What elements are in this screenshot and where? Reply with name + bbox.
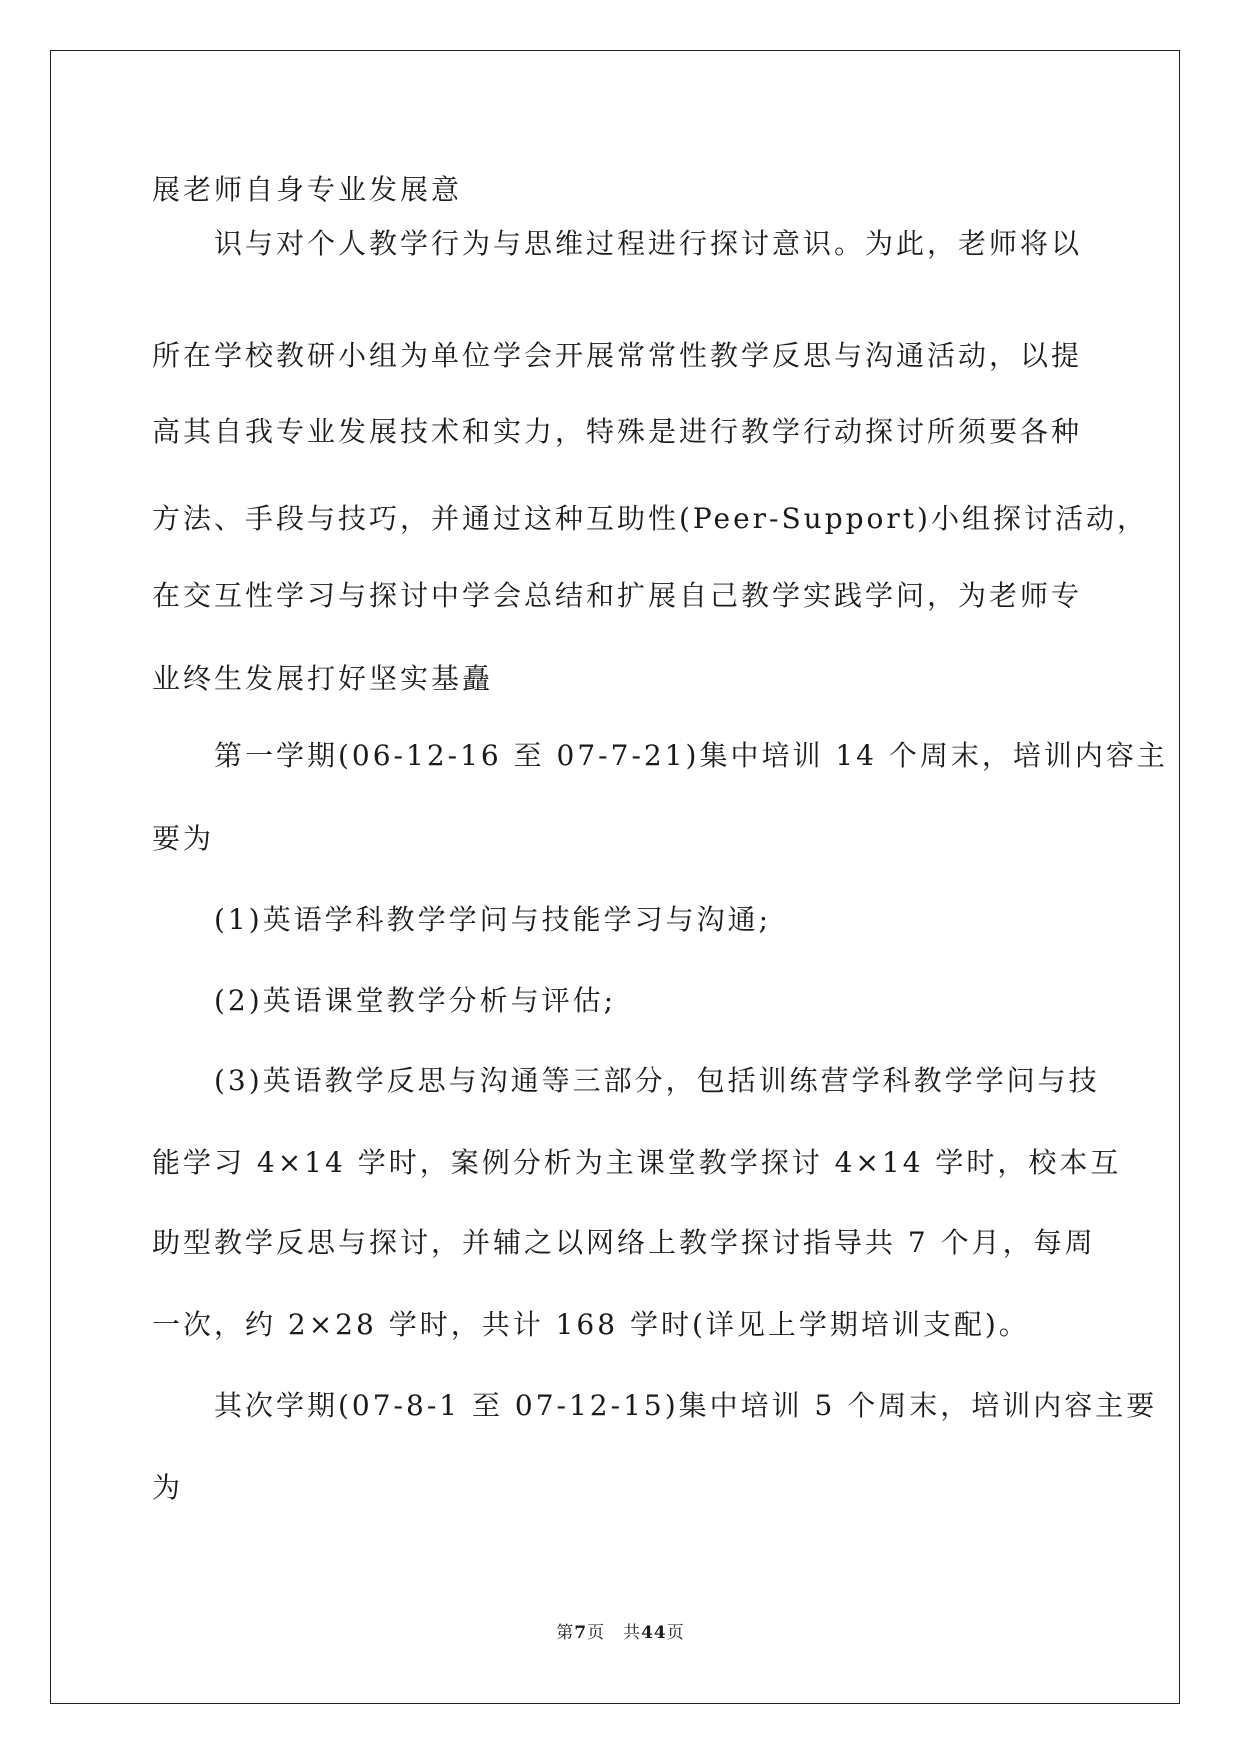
text-line: 高其自我专业发展技术和实力，特殊是进行教学行动探讨所须要各种 [152,415,1083,448]
text-line: 业终生发展打好坚实基矗 [152,662,494,695]
text-line: 在交互性学习与探讨中学会总结和扩展自己教学实践学问，为老师专 [152,579,1083,612]
text-line: 方法、手段与技巧，并通过这种互助性(Peer-Support)小组探讨活动， [152,502,1148,535]
footer-prefix: 第 [556,1623,575,1643]
footer-mid: 页 共 [587,1623,642,1643]
text-line: 其次学期(07-8-1 至 07-12-15)集中培训 5 个周末，培训内容主要 [214,1389,1158,1422]
text-line: 第一学期(06-12-16 至 07-7-21)集中培训 14 个周末，培训内容主 [214,739,1168,772]
text-line: 能学习 4×14 学时，案例分析为主课堂教学探讨 4×14 学时，校本互 [152,1146,1122,1179]
text-line: 要为 [152,822,215,855]
text-line: 一次，约 2×28 学时，共计 168 学时(详见上学期培训支配)。 [152,1308,1030,1341]
total-page-count: 44 [641,1623,667,1643]
text-line: 助型教学反思与探讨，并辅之以网络上教学探讨指导共 7 个月，每周 [152,1226,1096,1259]
text-line: (2)英语课堂教学分析与评估; [214,984,617,1017]
text-line: 识与对个人教学行为与思维过程进行探讨意识。为此，老师将以 [214,227,1083,260]
current-page-number: 7 [574,1623,588,1643]
text-line: 展老师自身专业发展意 [152,173,463,206]
text-line: 为 [152,1471,184,1504]
text-line: (3)英语教学反思与沟通等三部分，包括训练营学科教学学问与技 [214,1064,1100,1097]
text-line: (1)英语学科教学学问与技能学习与沟通; [214,903,772,936]
footer-suffix: 页 [666,1623,685,1643]
page-border [50,50,1180,1704]
page-footer [0,1618,1241,1643]
text-line: 所在学校教研小组为单位学会开展常常性教学反思与沟通活动，以提 [152,339,1083,372]
